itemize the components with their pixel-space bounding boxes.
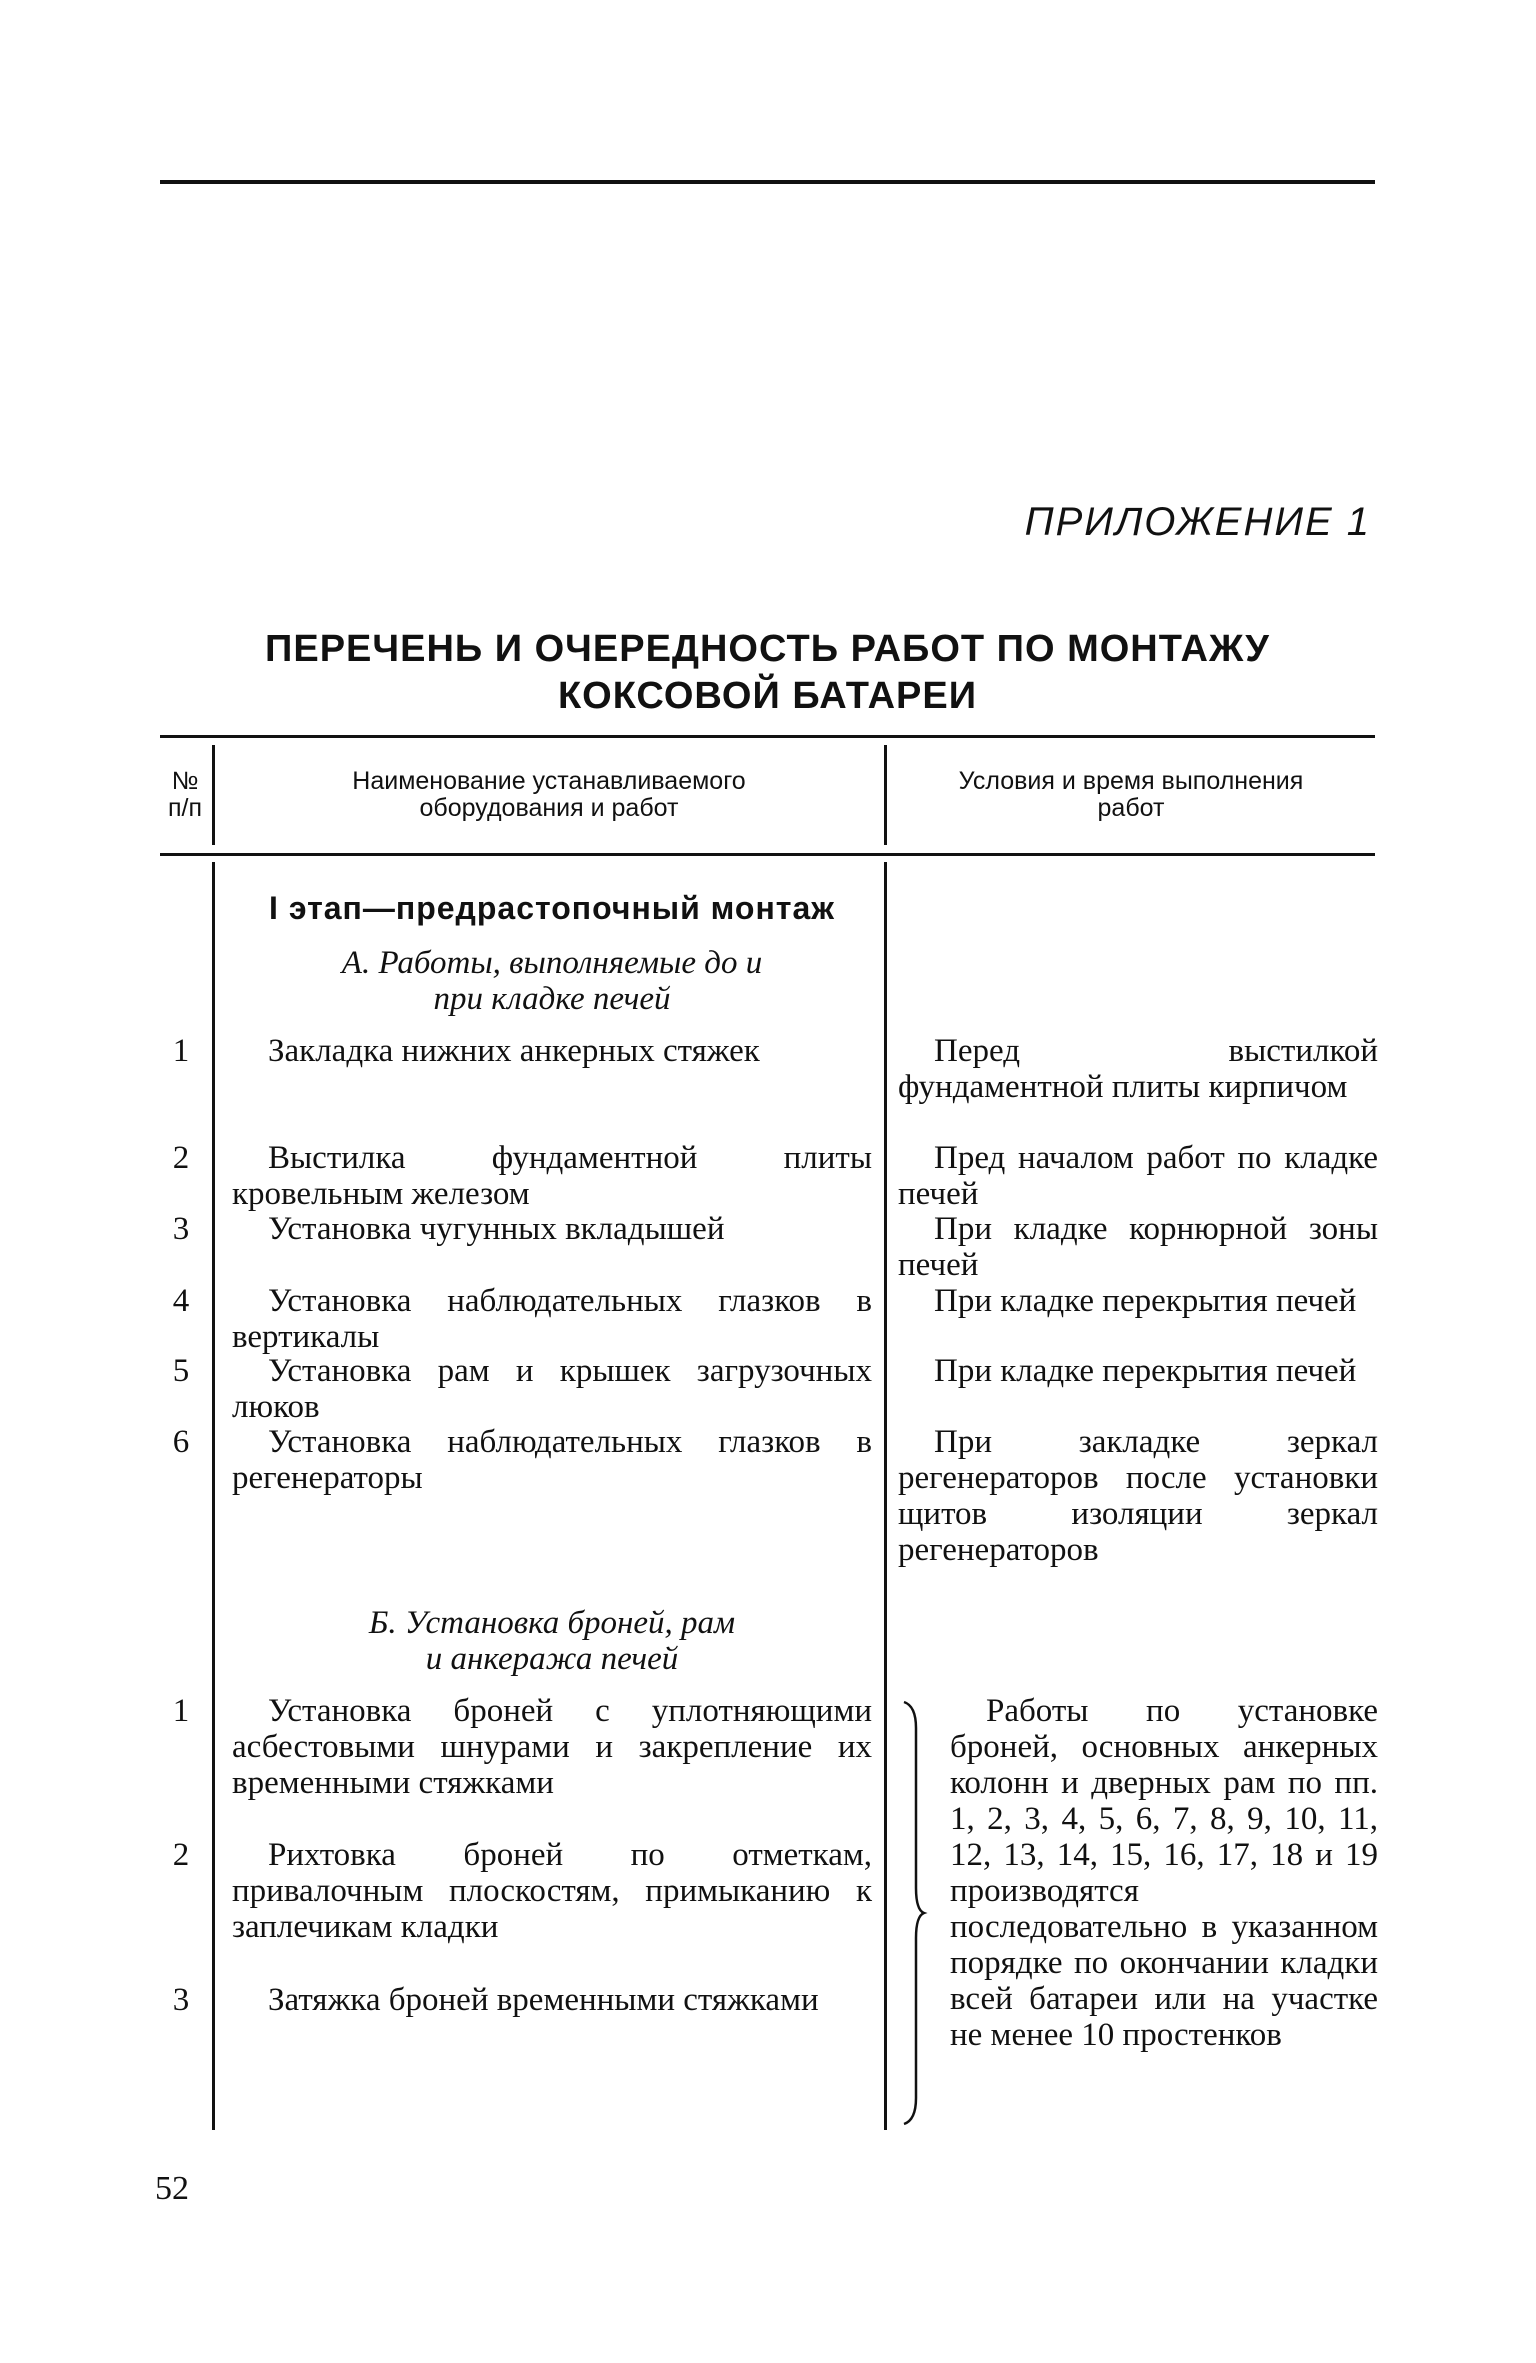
row-a-6-work: Установка наблюдательных глазков в регенераторы [232, 1424, 872, 1496]
header-col-number [160, 768, 210, 822]
section-b-title-line-2: и анкеража печей [425, 1641, 679, 1677]
header-col-number-line-2: п/п [167, 794, 203, 822]
header-bottom-rule [160, 853, 1375, 856]
row-a-2-number: 2 [172, 1140, 190, 1176]
row-a-5-number: 5 [172, 1353, 190, 1389]
row-a-3-number: 3 [172, 1211, 190, 1247]
row-a-1-condition: Перед выстилкой фундаментной плиты кирпичом [898, 1033, 1378, 1105]
header-col-number-line-1: № [171, 767, 199, 795]
row-b-1-number: 1 [172, 1693, 190, 1729]
section-a-title-line-2: при кладке печей [433, 981, 671, 1017]
table-top-rule [160, 735, 1375, 738]
top-rule [160, 180, 1375, 184]
row-a-4-condition: При кладке перекрытия печей [934, 1283, 1357, 1319]
page-title-line-1: ПЕРЕЧЕНЬ И ОЧЕРЕДНОСТЬ РАБОТ ПО МОНТАЖУ [265, 628, 1270, 670]
row-b-2-work: Рихтовка броней по отметкам, привалочным плоскостям, примыканию к заплечикам кладки [232, 1837, 872, 1945]
row-a-6-number: 6 [172, 1424, 190, 1460]
header-col-work [215, 768, 883, 822]
section-b-shared-condition: Работы по установке броней, основных анкерных колонн и дверных рам по пп. 1, 2, 3, 4, 5, 6, 7, 8, 9, 10, 11, 12, 13, 14, 15, 16, 17, 18 и 19 производятся последовательно в указанном порядке по окончании кладки всей батареи или на участке не менее 10 простенков [950, 1693, 1378, 2053]
row-a-1-number: 1 [172, 1033, 190, 1069]
row-a-4-work: Установка наблюдательных глазков в вертикалы [232, 1283, 872, 1355]
row-a-2-work: Выстилка фундаментной плиты кровельным железом [232, 1140, 872, 1212]
row-a-5-condition: При кладке перекрытия печей [934, 1353, 1357, 1389]
row-a-5-work: Установка рам и крышек загрузочных люков [232, 1353, 872, 1425]
page-number: 52 [155, 2170, 189, 2207]
row-a-1-work: Закладка нижних анкерных стяжек [268, 1033, 760, 1069]
header-col-work-line-2: оборудования и работ [419, 794, 679, 822]
appendix-label: ПРИЛОЖЕНИЕ 1 [1024, 500, 1371, 544]
row-a-3-condition: При кладке корнюрной зоны печей [898, 1211, 1378, 1283]
row-b-1-work: Установка броней с уплотняющими асбестовыми шнурами и закрепление их временными стяжками [232, 1693, 872, 1801]
stage-title: I этап—предрастопочный монтаж [269, 890, 835, 926]
row-b-2-number: 2 [172, 1837, 190, 1873]
page-title-line-2: КОКСОВОЙ БАТАРЕИ [557, 675, 978, 717]
section-b-title [232, 1605, 872, 1677]
row-a-3-work: Установка чугунных вкладышей [268, 1211, 725, 1247]
row-a-2-condition: Пред началом работ по кладке печей [898, 1140, 1378, 1212]
row-b-3-number: 3 [172, 1982, 190, 2018]
row-a-6-condition: При закладке зеркал регенераторов после установки щитов изоляции зеркал регенераторов [898, 1424, 1378, 1568]
column-divider-2 [884, 862, 887, 2130]
section-a-title [232, 945, 872, 1017]
section-b-title-line-1: Б. Установка броней, рам [368, 1605, 736, 1641]
row-b-3-work: Затяжка броней временными стяжками [268, 1982, 819, 2018]
row-a-4-number: 4 [172, 1283, 190, 1319]
section-a-title-line-1: А. Работы, выполняемые до и [341, 945, 763, 981]
header-col-conditions [887, 768, 1375, 822]
header-col-work-line-1: Наименование устанавливаемого [352, 767, 746, 795]
header-col-conditions-line-2: работ [1097, 794, 1165, 822]
header-col-conditions-line-1: Условия и время выполнения [958, 767, 1304, 795]
grouping-brace [898, 1698, 928, 2128]
column-divider-1 [212, 862, 215, 2130]
